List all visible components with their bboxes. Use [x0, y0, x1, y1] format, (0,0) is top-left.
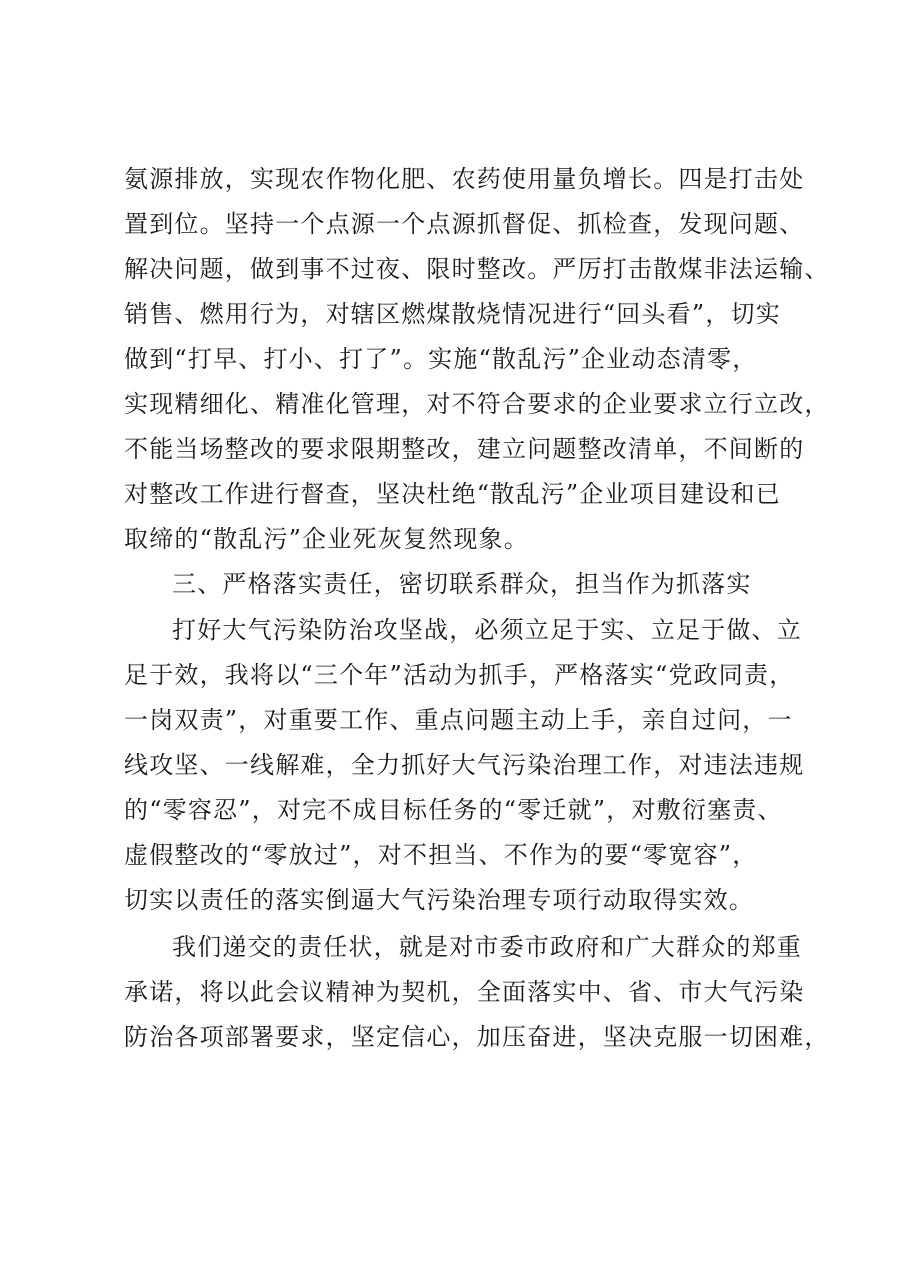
body-line: 承诺，将以此会议精神为契机，全面落实中、省、市大气污染	[124, 978, 805, 1006]
body-line: 足于效，我将以“三个年”活动为抓手，严格落实“党政同责，	[124, 661, 795, 689]
body-line: 防治各项部署要求，坚定信心，加压奋进，坚决克服一切困难，	[124, 1023, 830, 1051]
body-line: 销售、燃用行为，对辖区燃煤散烧情况进行“回头看”，切实	[124, 300, 781, 328]
body-line: 解决问题，做到事不过夜、限时整改。严厉打击散煤非法运输、	[124, 255, 830, 283]
paragraph-first-line: 打好大气污染防治攻坚战，必须立足于实、立足于做、立	[172, 616, 802, 644]
body-line: 对整改工作进行督查，坚决杜绝“散乱污”企业项目建设和已	[124, 480, 781, 508]
body-line: 置到位。坚持一个点源一个点源抓督促、抓检查，发现问题、	[124, 210, 805, 238]
document-body	[124, 157, 830, 1060]
body-line: 做到“打早、打小、打了”。实施“散乱污”企业动态清零，	[124, 345, 758, 373]
body-line: 实现精细化、精准化管理，对不符合要求的企业要求立行立改，	[124, 390, 830, 418]
body-line: 取缔的“散乱污”企业死灰复然现象。	[124, 525, 529, 553]
body-line: 切实以责任的落实倒逼大气污染治理专项行动取得实效。	[124, 886, 754, 914]
body-line: 氨源排放，实现农作物化肥、农药使用量负增长。四是打击处	[124, 165, 805, 193]
body-line: 的“零容忍”，对完不成目标任务的“零迁就”，对敷衍塞责、	[124, 796, 783, 824]
body-line: 线攻坚、一线解难，全力抓好大气污染治理工作，对违法违规	[124, 751, 805, 779]
paragraph-first-line: 我们递交的责任状，就是对市委市政府和广大群众的郑重	[172, 933, 802, 961]
body-line: 虚假整改的“零放过”，对不担当、不作为的要“零宽容”，	[124, 841, 758, 869]
section-heading: 三、严格落实责任，密切联系群众，担当作为抓落实	[172, 570, 752, 598]
body-line: 不能当场整改的要求限期整改，建立问题整改清单，不间断的	[124, 435, 805, 463]
body-line: 一岗双责”，对重要工作、重点问题主动上手，亲自过问，一	[124, 706, 793, 734]
